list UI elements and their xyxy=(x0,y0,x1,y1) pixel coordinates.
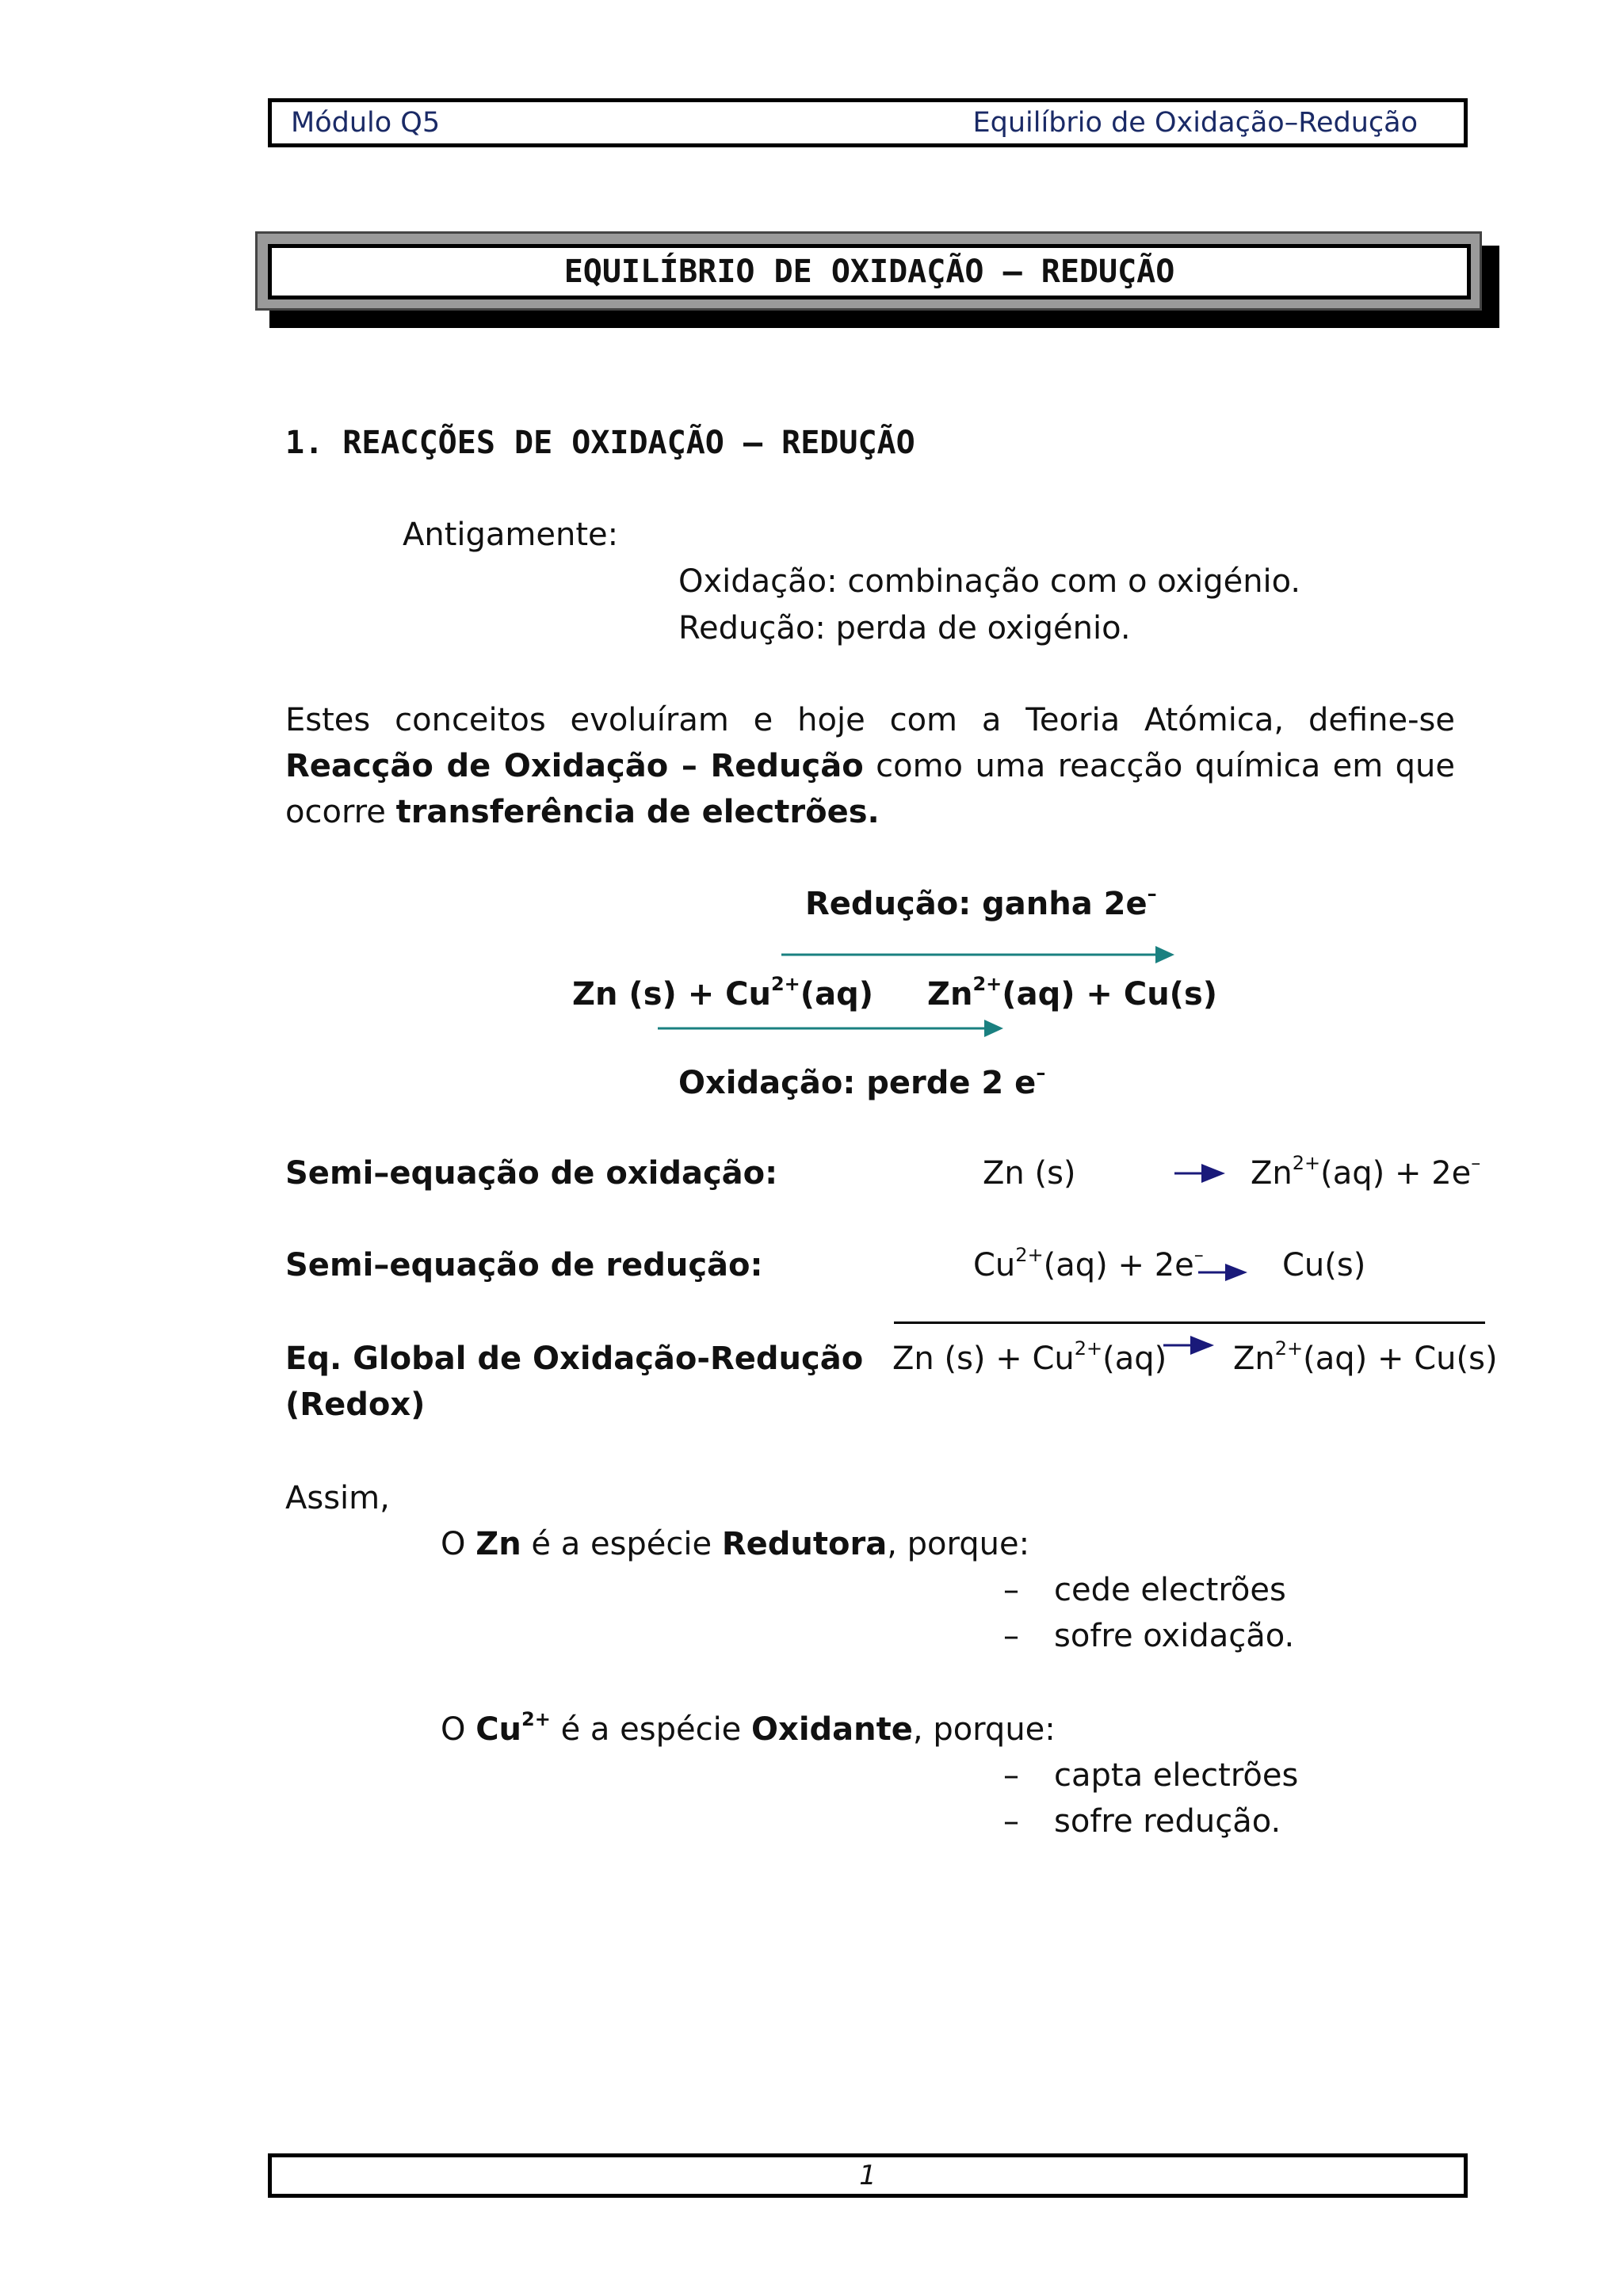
reduction-gain-label: Redução: ganha 2e– xyxy=(805,883,1157,922)
reduction-half-left: $Cu^{2+}(aq) + 2e^-$ xyxy=(973,1244,1204,1283)
old-concepts-label: Antigamente: xyxy=(403,517,619,553)
global-equation-label-2: (Redox) xyxy=(285,1386,426,1423)
diagram-reactants: Zn $(s) + Cu^{2+}(aq)$ xyxy=(572,973,873,1013)
global-equation-label: Eq. Global de Oxidação-Redução xyxy=(285,1341,864,1377)
oxidizer-reason-1: capta electrões xyxy=(1054,1757,1299,1794)
reducer-reason-dash-2: – xyxy=(1003,1618,1019,1654)
paragraph-bold-1: Reacção de Oxidação – Redução xyxy=(285,748,864,784)
equation-sum-line xyxy=(894,1322,1485,1324)
reduction-half-right: Cu(s) xyxy=(1282,1247,1366,1283)
oxidizer-reason-2: sofre redução. xyxy=(1054,1803,1281,1840)
page-number: 1 xyxy=(859,2160,876,2191)
paragraph-bold-2: transferência de electrões. xyxy=(395,794,880,830)
oxidation-arrow xyxy=(658,1020,1003,1037)
conclusion-lead: Assim, xyxy=(285,1480,390,1516)
paragraph-text-1: Estes conceitos evoluíram e hoje com a Teoria Atómica, define-se xyxy=(285,702,1455,738)
page-title: EQUILÍBRIO DE OXIDAÇÃO – REDUÇÃO xyxy=(563,254,1175,290)
reducer-reason-2: sofre oxidação. xyxy=(1054,1618,1295,1654)
oxidizer-reason-dash-1: – xyxy=(1003,1757,1019,1794)
oxidizer-reason-dash-2: – xyxy=(1003,1803,1019,1840)
oxidation-half-equation-label: Semi–equação de oxidação: xyxy=(285,1155,778,1192)
page-footer xyxy=(268,2153,1468,2198)
oxidation-half-right: $Zn^{2+}(aq) + 2e^-$ xyxy=(1251,1152,1481,1192)
old-oxidation-definition: Oxidação: combinação com o oxigénio. xyxy=(678,563,1301,600)
reduction-half-equation-label: Semi–equação de redução: xyxy=(285,1247,763,1283)
oxidation-equation-arrow xyxy=(1174,1164,1225,1183)
reduction-arrow xyxy=(781,946,1174,963)
section-heading: 1. REACÇÕES DE OXIDAÇÃO – REDUÇÃO xyxy=(285,425,915,461)
global-equation-left: Zn $(s) + Cu^{2+}(aq)$ xyxy=(892,1337,1167,1377)
paragraph-text-2: como uma reacção química em que ocorre xyxy=(285,748,1456,830)
oxidation-lose-label: Oxidação: perde 2 e– xyxy=(678,1062,1046,1101)
oxidation-half-left: Zn (s) xyxy=(983,1155,1076,1192)
global-equation-right: $Zn^{2+}(aq) + Cu(s)$ xyxy=(1233,1337,1498,1377)
header-topic: Equilíbrio de Oxidação–Redução xyxy=(972,107,1418,139)
reducer-reason-dash-1: – xyxy=(1003,1572,1019,1608)
header-module: Módulo Q5 xyxy=(291,107,441,139)
global-equation-arrow xyxy=(1163,1336,1214,1355)
old-reduction-definition: Redução: perda de oxigénio. xyxy=(678,610,1131,646)
diagram-products: $Zn^{2+}(aq) + Cu(s)$ xyxy=(927,973,1218,1013)
oxidizer-statement: O $Cu^{2+}$ é a espécie Oxidante, porque: xyxy=(441,1708,1056,1748)
reducer-statement: O Zn é a espécie Redutora, porque: xyxy=(441,1526,1030,1562)
reduction-equation-arrow xyxy=(1198,1264,1247,1281)
reducer-reason-1: cede electrões xyxy=(1054,1572,1286,1608)
